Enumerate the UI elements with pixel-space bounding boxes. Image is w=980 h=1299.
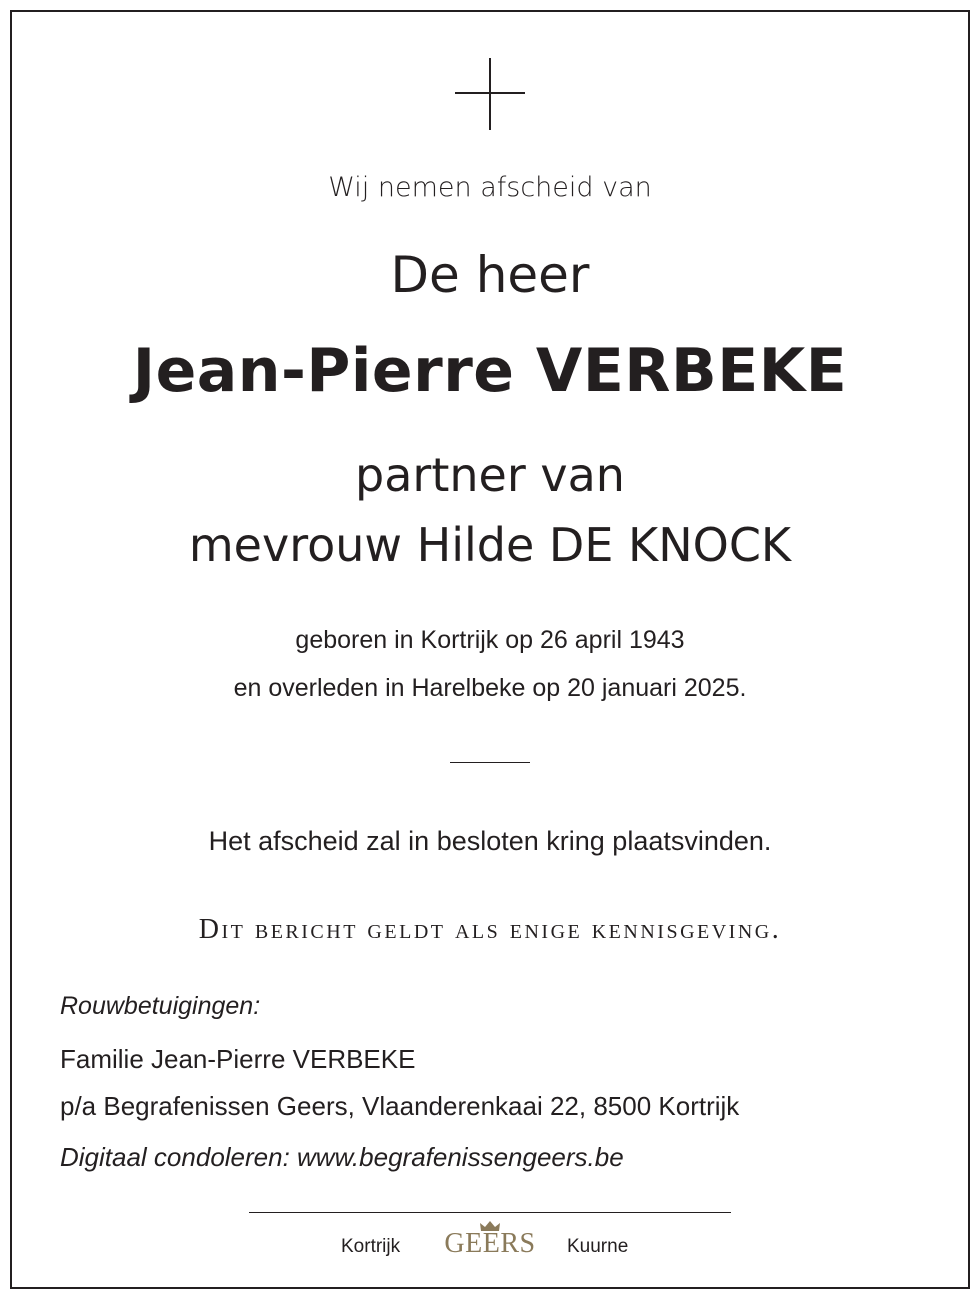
condolences-address: p/a Begrafenissen Geers, Vlaanderenkaai 22, 8500 Kortrijk (60, 1091, 740, 1121)
farewell-text: Het afscheid zal in besloten kring plaatsvinden. (208, 826, 772, 856)
footer-divider (249, 1212, 731, 1213)
logo-wordmark: GEERS (444, 1228, 536, 1259)
footer-city-kortrijk: Kortrijk (341, 1236, 401, 1257)
birth-details: geboren in Kortrijk op 26 april 1943 (295, 626, 685, 654)
condolences-online: Digitaal condoleren: www.begrafenissengeers.be (60, 1142, 624, 1172)
deceased-name: Jean-Pierre VERBEKE (132, 336, 848, 406)
short-divider (450, 762, 530, 763)
geers-logo (438, 1220, 542, 1260)
salutation: De heer (390, 246, 590, 304)
intro-text: Wij nemen afscheid van (328, 172, 652, 203)
condolences-family: Familie Jean-Pierre VERBEKE (60, 1044, 416, 1074)
footer-city-kuurne: Kuurne (567, 1236, 629, 1257)
cross-icon (455, 58, 525, 130)
partner-name: mevrouw Hilde DE KNOCK (188, 518, 792, 572)
death-details: en overleden in Harelbeke op 20 januari 2025. (233, 674, 747, 702)
notice-text: Dit bericht geldt als enige kennisgeving. (198, 914, 782, 945)
condolences-label: Rouwbetuigingen: (60, 992, 261, 1020)
relation-text: partner van (355, 448, 625, 502)
